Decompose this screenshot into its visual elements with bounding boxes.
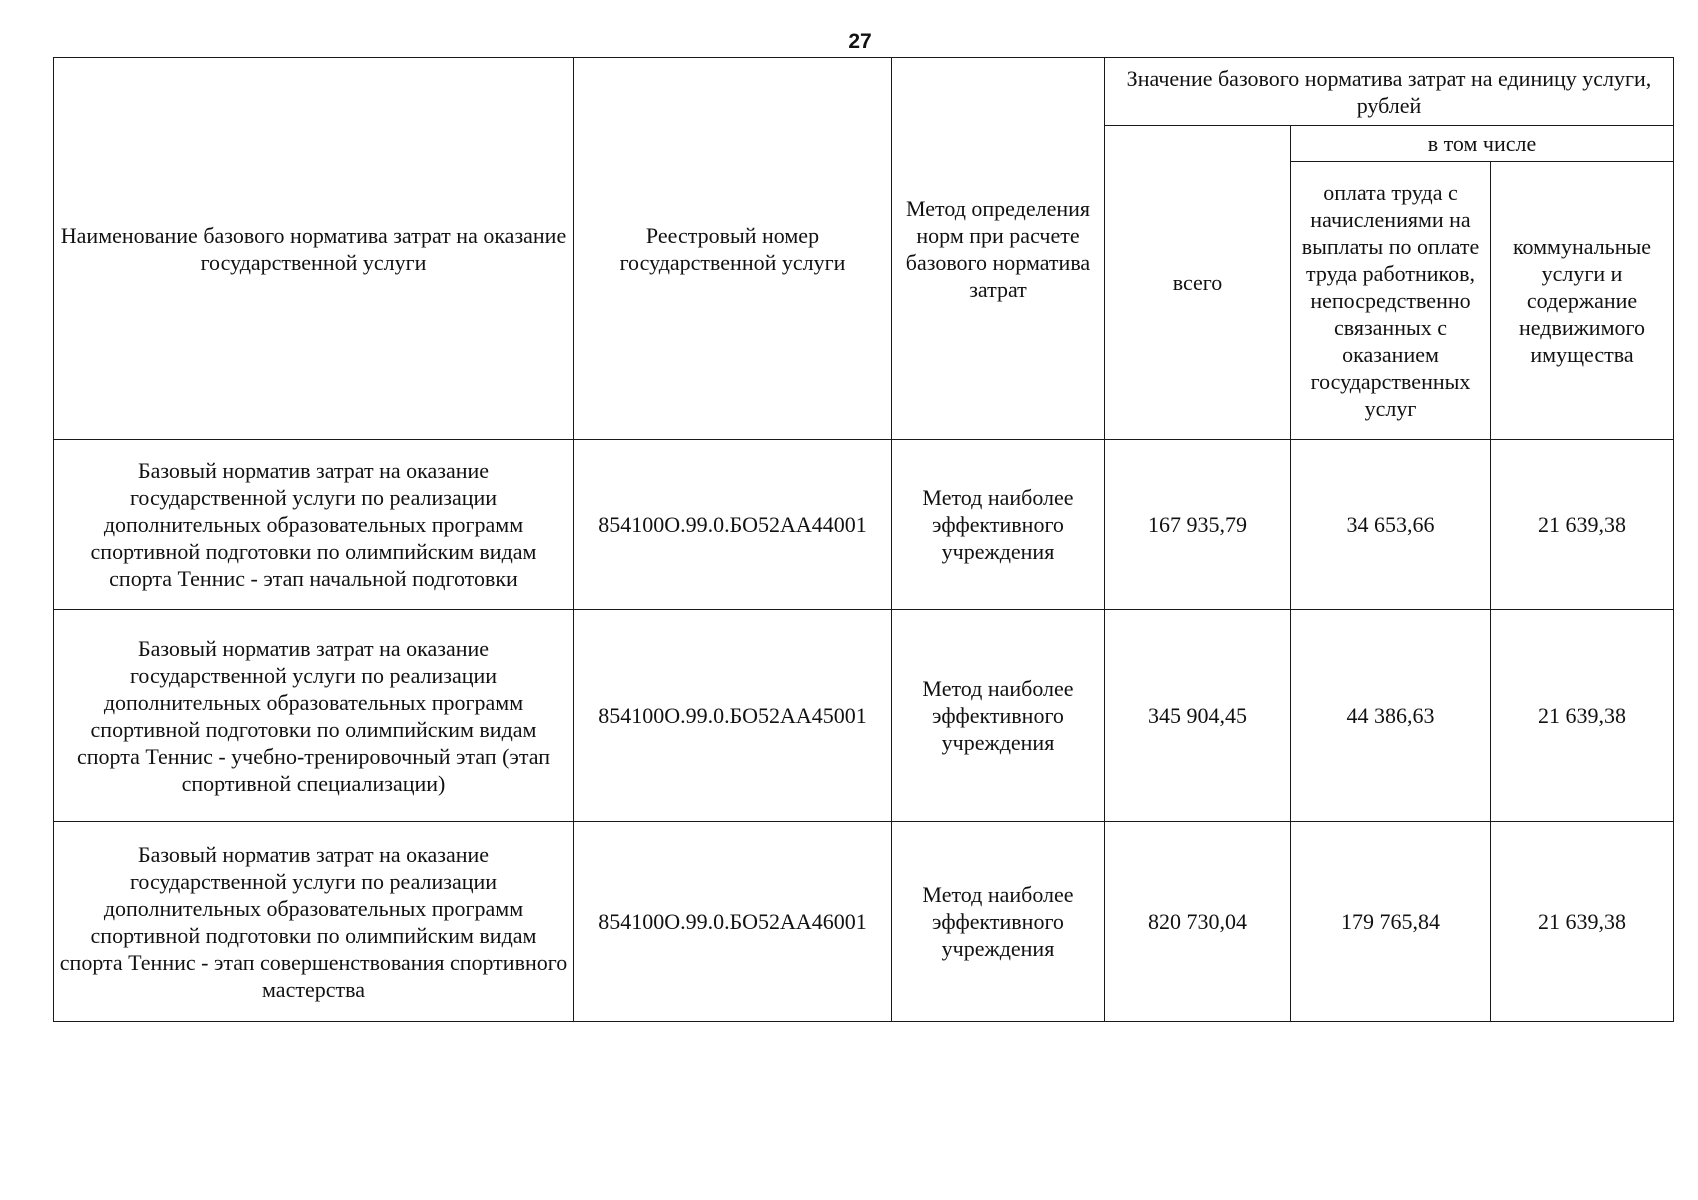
header-method: Метод определения норм при расчете базового норматива затрат (892, 58, 1105, 440)
cell-utilities: 21 639,38 (1491, 822, 1674, 1022)
cell-payroll: 34 653,66 (1291, 440, 1491, 610)
header-registry-number: Реестровый номер государственной услуги (574, 58, 892, 440)
cell-method: Метод наиболее эффективного учреждения (892, 610, 1105, 822)
header-row-1 (54, 58, 1674, 126)
header-payroll: оплата труда с начислениями на выплаты по оплате труда работников, непосредственно связанных с оказанием государственных услуг (1291, 162, 1491, 440)
cell-payroll: 179 765,84 (1291, 822, 1491, 1022)
header-value-group: Значение базового норматива затрат на единицу услуги, рублей (1105, 58, 1674, 126)
header-including: в том числе (1291, 126, 1674, 162)
cell-name: Базовый норматив затрат на оказание государственной услуги по реализации дополнительных образовательных программ спортивной подготовки по олимпийским видам спорта Теннис - этап совершенствования спортивного мастерства (54, 822, 574, 1022)
table-row (54, 440, 1674, 610)
header-total: всего (1105, 126, 1291, 440)
cell-registry-number: 854100О.99.0.БО52АА44001 (574, 440, 892, 610)
cell-payroll: 44 386,63 (1291, 610, 1491, 822)
cell-registry-number: 854100О.99.0.БО52АА45001 (574, 610, 892, 822)
cell-utilities: 21 639,38 (1491, 440, 1674, 610)
cell-registry-number: 854100О.99.0.БО52АА46001 (574, 822, 892, 1022)
header-name: Наименование базового норматива затрат на оказание государственной услуги (54, 58, 574, 440)
table-row (54, 610, 1674, 822)
cell-total: 345 904,45 (1105, 610, 1291, 822)
cell-total: 167 935,79 (1105, 440, 1291, 610)
cell-name: Базовый норматив затрат на оказание государственной услуги по реализации дополнительных образовательных программ спортивной подготовки по олимпийским видам спорта Теннис - этап начальной подготовки (54, 440, 574, 610)
base-cost-norms-table (53, 57, 1674, 1022)
cell-method: Метод наиболее эффективного учреждения (892, 440, 1105, 610)
page-number: 27 (848, 30, 872, 53)
cell-name: Базовый норматив затрат на оказание государственной услуги по реализации дополнительных образовательных программ спортивной подготовки по олимпийским видам спорта Теннис - учебно-тренировочный этап (этап спортивной специализации) (54, 610, 574, 822)
cell-method: Метод наиболее эффективного учреждения (892, 822, 1105, 1022)
cell-utilities: 21 639,38 (1491, 610, 1674, 822)
cell-total: 820 730,04 (1105, 822, 1291, 1022)
table-row (54, 822, 1674, 1022)
header-utilities: коммунальные услуги и содержание недвижимого имущества (1491, 162, 1674, 440)
